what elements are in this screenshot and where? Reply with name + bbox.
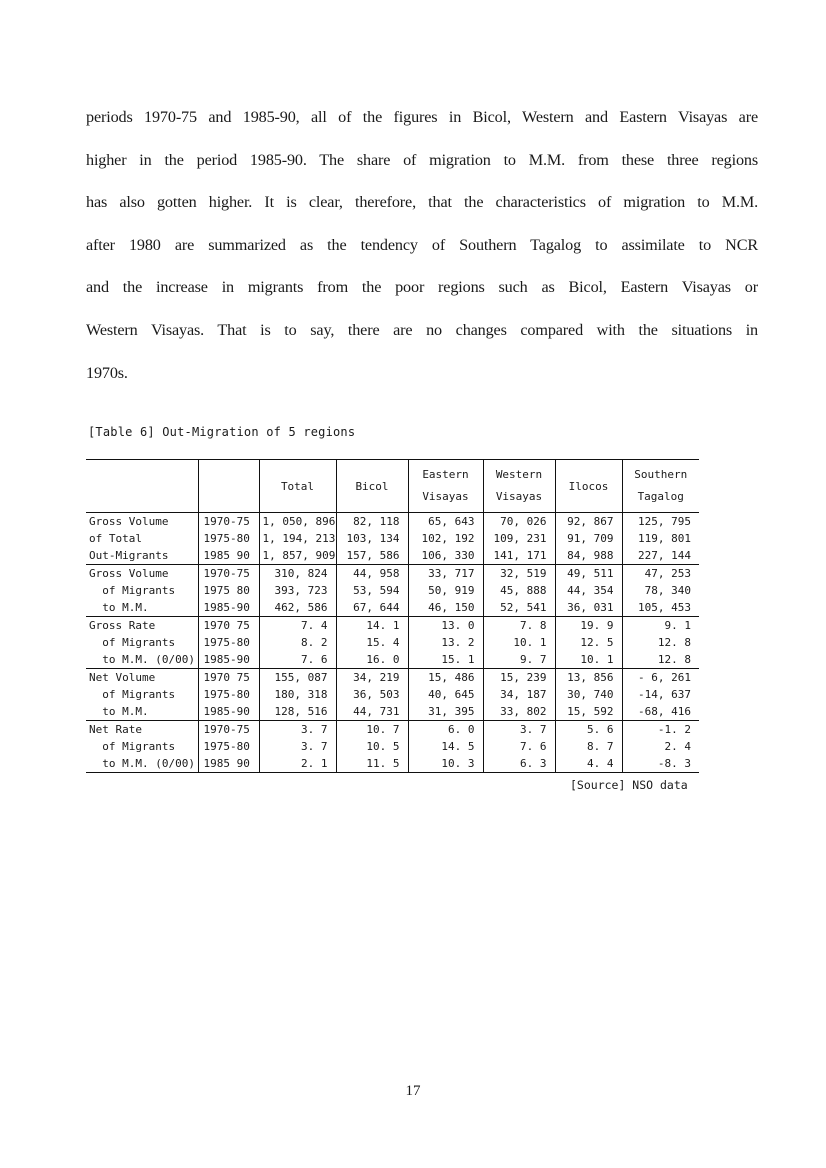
paragraph-line: has also gotten higher. It is clear, therefore, that the characteristics of migration to M.M. [86, 193, 758, 212]
value-cell: 44, 958 [336, 565, 408, 583]
table-row [86, 755, 699, 773]
value-cell: 82, 118 [336, 513, 408, 531]
paragraph-line: periods 1970-75 and 1985-90, all of the figures in Bicol, Western and Eastern Visayas are [86, 108, 758, 126]
value-cell: 7. 6 [483, 738, 555, 755]
value-cell: 70, 026 [483, 513, 555, 531]
value-cell: 125, 795 [622, 513, 699, 531]
header-southern-line2: Tagalog [637, 490, 684, 503]
period-cell: 1985-90 [198, 599, 259, 617]
table-row [86, 599, 699, 617]
value-cell: 10. 1 [483, 634, 555, 651]
value-cell: 10. 5 [336, 738, 408, 755]
row-label: of Total [89, 532, 142, 545]
value-cell: -1. 2 [622, 721, 699, 739]
value-cell: 119, 801 [622, 530, 699, 547]
header-blank [86, 460, 198, 513]
value-cell: 67, 644 [336, 599, 408, 617]
period-cell: 1975-80 [198, 686, 259, 703]
table-source-note: [Source] NSO data [570, 778, 688, 792]
row-label: Gross Rate [86, 617, 198, 635]
row-label: to M.M. (0/00) [89, 653, 195, 666]
paragraph-line: higher in the period 1985-90. The share of migration to M.M. from these three regions [86, 150, 758, 169]
table-row [86, 651, 699, 669]
value-cell: 78, 340 [622, 582, 699, 599]
paragraph-line: after 1980 are summarized as the tendency of Southern Tagalog to assimilate to NCR [86, 235, 758, 254]
value-cell: 6. 3 [483, 755, 555, 773]
row-label: of Migrants [89, 688, 176, 701]
value-cell: 393, 723 [259, 582, 336, 599]
value-cell: 12. 8 [622, 634, 699, 651]
value-cell: 102, 192 [408, 530, 483, 547]
value-cell: 52, 541 [483, 599, 555, 617]
value-cell: 227, 144 [622, 547, 699, 565]
value-cell: 105, 453 [622, 599, 699, 617]
value-cell: 45, 888 [483, 582, 555, 599]
value-cell: 53, 594 [336, 582, 408, 599]
table-row [86, 669, 699, 687]
row-label: of Migrants [89, 636, 176, 649]
value-cell: 12. 8 [622, 651, 699, 669]
period-cell: 1975 80 [198, 582, 259, 599]
value-cell: 44, 731 [336, 703, 408, 721]
header-eastern-line1: Eastern [422, 468, 469, 481]
row-label: to M.M. [89, 601, 149, 614]
value-cell: 32, 519 [483, 565, 555, 583]
value-cell: 12. 5 [555, 634, 622, 651]
period-cell: 1975-80 [198, 634, 259, 651]
value-cell: 40, 645 [408, 686, 483, 703]
value-cell: 36, 031 [555, 599, 622, 617]
value-cell: 15, 592 [555, 703, 622, 721]
row-label: Out-Migrants [89, 549, 169, 562]
value-cell: 1, 050, 896 [259, 513, 336, 531]
header-period [198, 460, 259, 513]
row-label: Gross Volume [86, 513, 198, 531]
value-cell: 65, 643 [408, 513, 483, 531]
period-cell: 1975-80 [198, 738, 259, 755]
period-cell: 1970-75 [198, 565, 259, 583]
value-cell: 13. 2 [408, 634, 483, 651]
table-row [86, 703, 699, 721]
row-label: Gross Volume [86, 565, 198, 583]
table-row [86, 738, 699, 755]
header-total: Total [259, 460, 336, 513]
value-cell: 7. 8 [483, 617, 555, 635]
paragraph-line: 1970s. [86, 363, 128, 382]
value-cell: -68, 416 [622, 703, 699, 721]
value-cell: 2. 1 [259, 755, 336, 773]
value-cell: 155, 087 [259, 669, 336, 687]
value-cell: 3. 7 [483, 721, 555, 739]
value-cell: 11. 5 [336, 755, 408, 773]
value-cell: 1, 194, 213 [259, 530, 336, 547]
period-cell: 1985-90 [198, 703, 259, 721]
table-row [86, 634, 699, 651]
value-cell: 15. 4 [336, 634, 408, 651]
period-cell: 1970-75 [198, 513, 259, 531]
value-cell: 19. 9 [555, 617, 622, 635]
value-cell: 15. 1 [408, 651, 483, 669]
period-cell: 1970 75 [198, 617, 259, 635]
body-paragraph [86, 96, 758, 394]
table-row [86, 617, 699, 635]
table-row [86, 547, 699, 565]
value-cell: 34, 187 [483, 686, 555, 703]
value-cell: 13, 856 [555, 669, 622, 687]
value-cell: 4. 4 [555, 755, 622, 773]
value-cell: 15, 239 [483, 669, 555, 687]
header-southern-tagalog [622, 460, 699, 513]
table-row [86, 721, 699, 739]
row-label: to M.M. [89, 705, 149, 718]
period-cell: 1975-80 [198, 530, 259, 547]
value-cell: 84, 988 [555, 547, 622, 565]
value-cell: -8. 3 [622, 755, 699, 773]
header-eastern-line2: Visayas [422, 490, 469, 503]
value-cell: 10. 7 [336, 721, 408, 739]
value-cell: 14. 1 [336, 617, 408, 635]
out-migration-table [86, 459, 699, 773]
value-cell: 92, 867 [555, 513, 622, 531]
value-cell: 14. 5 [408, 738, 483, 755]
header-western-visayas [483, 460, 555, 513]
value-cell: 30, 740 [555, 686, 622, 703]
header-bicol: Bicol [336, 460, 408, 513]
value-cell: 128, 516 [259, 703, 336, 721]
value-cell: 13. 0 [408, 617, 483, 635]
period-cell: 1970-75 [198, 721, 259, 739]
value-cell: 31, 395 [408, 703, 483, 721]
value-cell: 3. 7 [259, 738, 336, 755]
value-cell: 7. 4 [259, 617, 336, 635]
table-row [86, 513, 699, 531]
row-label: to M.M. (0/00) [86, 755, 198, 773]
value-cell: 8. 7 [555, 738, 622, 755]
value-cell: 8. 2 [259, 634, 336, 651]
period-cell: 1985 90 [198, 547, 259, 565]
header-southern-line1: Southern [634, 468, 688, 481]
header-western-line2: Visayas [495, 490, 543, 503]
value-cell: 157, 586 [336, 547, 408, 565]
value-cell: -14, 637 [622, 686, 699, 703]
value-cell: 34, 219 [336, 669, 408, 687]
row-label: of Migrants [89, 740, 176, 753]
header-eastern-visayas [408, 460, 483, 513]
table-header-row [86, 460, 699, 513]
value-cell: 9. 1 [622, 617, 699, 635]
table-row [86, 686, 699, 703]
value-cell: 141, 171 [483, 547, 555, 565]
value-cell: 109, 231 [483, 530, 555, 547]
period-cell: 1985 90 [198, 755, 259, 773]
row-label: Net Rate [86, 721, 198, 739]
page-number: 17 [405, 1083, 421, 1099]
value-cell: 6. 0 [408, 721, 483, 739]
paragraph-line: and the increase in migrants from the poor regions such as Bicol, Eastern Visayas or [86, 278, 758, 297]
value-cell: 310, 824 [259, 565, 336, 583]
value-cell: 5. 6 [555, 721, 622, 739]
paragraph-line: Western Visayas. That is to say, there are no changes compared with the situations in [86, 320, 758, 339]
value-cell: 10. 3 [408, 755, 483, 773]
value-cell: 36, 503 [336, 686, 408, 703]
period-cell: 1985-90 [198, 651, 259, 669]
value-cell: 50, 919 [408, 582, 483, 599]
header-ilocos: Ilocos [555, 460, 622, 513]
period-cell: 1970 75 [198, 669, 259, 687]
value-cell: 33, 802 [483, 703, 555, 721]
value-cell: 91, 709 [555, 530, 622, 547]
value-cell: - 6, 261 [622, 669, 699, 687]
value-cell: 3. 7 [259, 721, 336, 739]
table-row [86, 530, 699, 547]
value-cell: 462, 586 [259, 599, 336, 617]
value-cell: 1, 857, 909 [259, 547, 336, 565]
value-cell: 47, 253 [622, 565, 699, 583]
value-cell: 103, 134 [336, 530, 408, 547]
header-western-line1: Western [495, 468, 543, 481]
value-cell: 46, 150 [408, 599, 483, 617]
value-cell: 180, 318 [259, 686, 336, 703]
value-cell: 106, 330 [408, 547, 483, 565]
value-cell: 49, 511 [555, 565, 622, 583]
table-caption: [Table 6] Out-Migration of 5 regions [88, 425, 356, 439]
value-cell: 9. 7 [483, 651, 555, 669]
table-row [86, 565, 699, 583]
row-label: of Migrants [89, 584, 176, 597]
value-cell: 7. 6 [259, 651, 336, 669]
table-row [86, 582, 699, 599]
row-label: Net Volume [86, 669, 198, 687]
value-cell: 2. 4 [622, 738, 699, 755]
value-cell: 16. 0 [336, 651, 408, 669]
value-cell: 15, 486 [408, 669, 483, 687]
value-cell: 10. 1 [555, 651, 622, 669]
value-cell: 33, 717 [408, 565, 483, 583]
value-cell: 44, 354 [555, 582, 622, 599]
